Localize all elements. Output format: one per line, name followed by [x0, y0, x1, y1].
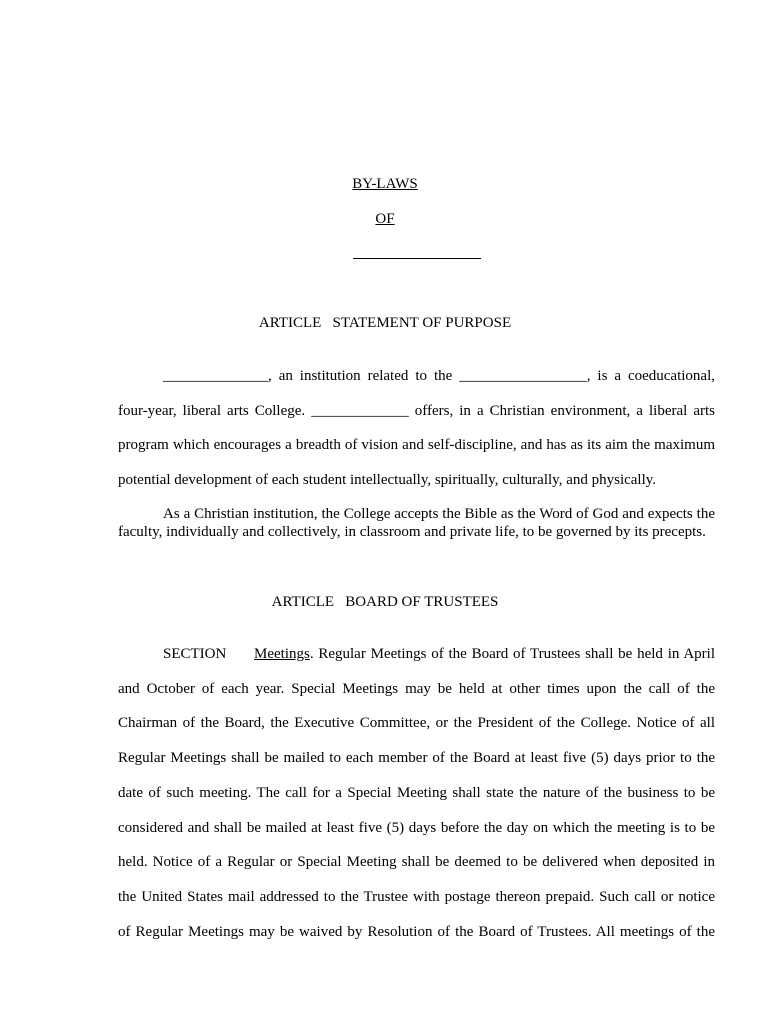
meetings-line-8: the United States mail addressed to the Trustee with postage thereon prepaid. Such call or notice [118, 889, 715, 905]
meetings-line-6: considered and shall be mailed at least five (5) days before the day on which the meeting is to be [118, 820, 715, 836]
document-title: BY-LAWS [352, 176, 418, 192]
meetings-line-9: of Regular Meetings may be waived by Resolution of the Board of Trustees. All meetings of the [118, 924, 715, 940]
purpose-line-1: ______________, an institution related to the _________________, is a coeducational, [163, 368, 715, 384]
document-title-of: OF [375, 211, 395, 227]
purpose-line-2: four-year, liberal arts College. _____________ offers, in a Christian environment, a liberal arts [118, 403, 715, 419]
article-heading-purpose: ARTICLE STATEMENT OF PURPOSE [258, 315, 512, 331]
organization-name-blank [353, 258, 481, 259]
meetings-line-1 [163, 645, 715, 663]
meetings-line-1-text: . Regular Meetings of the Board of Trustees shall be held in April [309, 646, 715, 662]
meetings-line-4: Regular Meetings shall be mailed to each member of the Board at least five (5) days prior to the [118, 750, 715, 766]
christian-institution-text: As a Christian institution, the College accepts the Bible as the Word of God and expects the faculty, individually and collectively, in classroom and private life, to be governed by its precepts. [118, 506, 715, 540]
meetings-line-7: held. Notice of a Regular or Special Meeting shall be deemed to be delivered when deposited in [118, 854, 715, 870]
christian-institution-paragraph [118, 506, 715, 541]
article-heading-trustees: ARTICLE BOARD OF TRUSTEES [271, 594, 499, 610]
meetings-line-5: date of such meeting. The call for a Special Meeting shall state the nature of the business to be [118, 785, 715, 801]
meetings-line-3: Chairman of the Board, the Executive Committee, or the President of the College. Notice of all [118, 715, 715, 731]
section-label: SECTION [163, 646, 227, 662]
purpose-line-3: program which encourages a breadth of vision and self-discipline, and has as its aim the maximum [118, 437, 715, 453]
meetings-line-2: and October of each year. Special Meetings may be held at other times upon the call of the [118, 681, 715, 697]
section-title: Meetings [254, 646, 310, 662]
purpose-line-4: potential development of each student intellectually, spiritually, culturally, and physically. [118, 472, 657, 488]
